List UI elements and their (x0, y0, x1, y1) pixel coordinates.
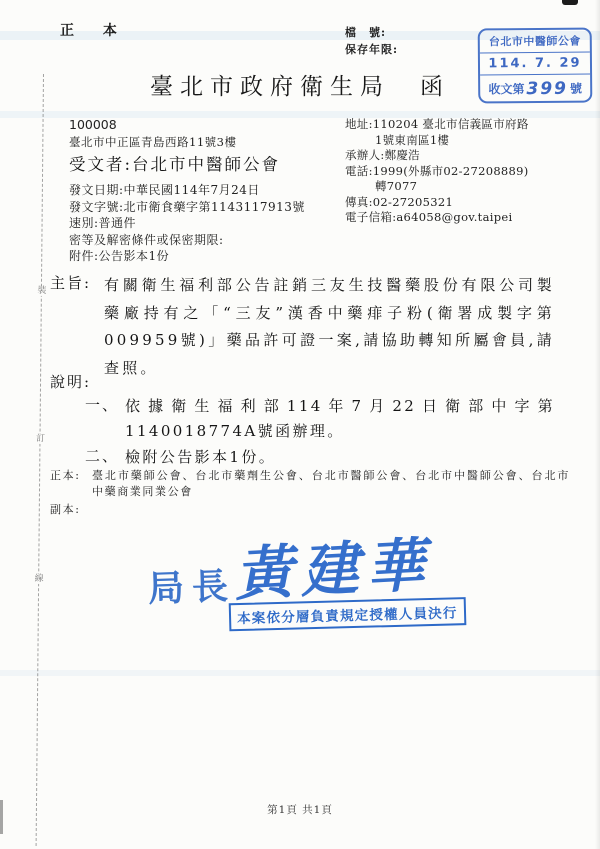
binding-mark: 裝 (37, 285, 47, 297)
stamp-receipt-handwritten-number: 399 (526, 78, 569, 100)
copy-distribution-row (50, 502, 570, 518)
subject-label: 主旨: (50, 274, 92, 292)
signature-block (128, 522, 462, 648)
recipient-address: 臺北市中正區青島西路11號3樓 (69, 135, 237, 149)
issue-number-line: 發文字號:北市衛食藥字第1143117913號 (69, 199, 305, 214)
speed-class-line: 速別:普通件 (69, 216, 137, 230)
item-marker: 一、 (85, 396, 120, 414)
original-distribution-row (50, 468, 570, 500)
signer-name-calligraphy: 黃建華 (232, 530, 435, 609)
binding-mark: 線 (34, 573, 44, 585)
item-marker: 二、 (85, 447, 120, 465)
description-item-2 (85, 445, 555, 470)
scan-artifact-band (0, 670, 600, 676)
sender-address-line2: 1號東南區1樓 (375, 132, 450, 147)
issue-date-line: 發文日期:中華民國114年7月24日 (69, 183, 260, 197)
copy-label: 副本: (50, 503, 81, 516)
binding-dotted-line (34, 74, 47, 846)
description-label: 說明: (50, 373, 92, 391)
binding-mark: 訂 (35, 433, 46, 445)
scan-edge-speck (562, 0, 578, 5)
phone-line2: 轉7077 (375, 179, 418, 193)
email-line: 電子信箱:a64058@gov.taipei (345, 210, 513, 224)
subject-text: 有關衛生福利部公告註銷三友生技醫藥股份有限公司製藥廠持有之「“三友”漢香中藥痱子粉(衛署成製字第009959號)」藥品許可證一案,請協助轉知所屬會員,請查照。 (104, 276, 555, 377)
signer-title: 局長 (147, 565, 237, 611)
recipient-zip: 100008 (69, 117, 117, 132)
item-text: 檢附公告影本1份。 (125, 448, 277, 466)
copy-type-label: 正 本 (60, 23, 129, 39)
recipient-name-line: 受文者:台北市中醫師公會 (69, 155, 281, 174)
retention-period-label: 保存年限: (345, 43, 399, 56)
original-recipients: 臺北市藥師公會、台北市藥劑生公會、台北市醫師公會、台北市中醫師公會、台北市中藥商業同業公會 (92, 469, 570, 498)
fax-line: 傳真:02-27205321 (345, 194, 454, 209)
document-meta-left (69, 182, 305, 265)
stamp-receipt-prefix: 收文第 (488, 81, 525, 96)
contact-person-line: 承辦人:鄭慶浩 (345, 148, 420, 162)
file-number-label: 檔 號: (345, 26, 387, 39)
phone-line1: 電話:1999(外縣市02-27208889) (345, 163, 529, 178)
stamp-receipt-suffix: 號 (569, 81, 583, 96)
item-text: 依據衛生福利部114年7月22日衛部中字第1140018774A號函辦理。 (125, 397, 555, 440)
security-class-line: 密等及解密條件或保密期限: (69, 232, 224, 247)
document-title: 臺北市政府衛生局 函 (150, 74, 450, 100)
sender-contact-block (345, 117, 529, 226)
authorization-stamp-box: 本案依分層負責規定授權人員決行 (229, 597, 466, 631)
description-items (85, 394, 555, 471)
scan-edge-shade (595, 0, 600, 849)
description-item-1 (85, 394, 555, 444)
distribution-section (50, 468, 570, 518)
attachment-line: 附件:公告影本1份 (69, 249, 170, 263)
subject-section (50, 272, 555, 382)
original-label: 正本: (50, 469, 81, 482)
page-number-footer: 第1頁 共1頁 (267, 804, 333, 816)
stamp-organization: 台北市中醫師公會 (480, 30, 590, 54)
sender-address-line1: 地址:110204 臺北市信義區市府路 (345, 117, 529, 131)
copy-recipients (92, 502, 570, 518)
stamp-date: 114. 7. 29 (480, 53, 590, 76)
